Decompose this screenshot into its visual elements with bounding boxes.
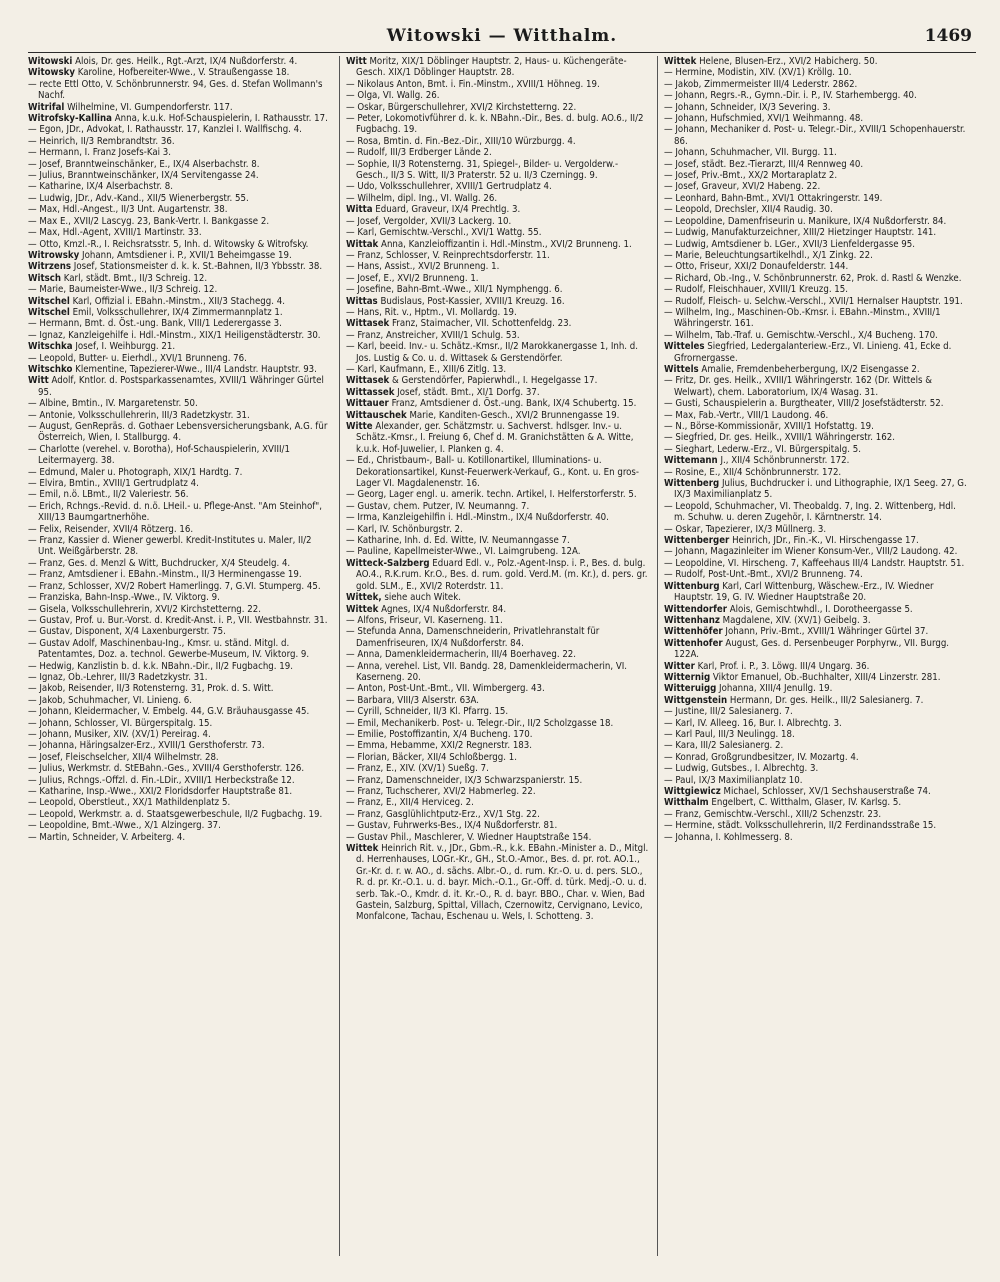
directory-entry: — Emil, n.ö. LBmt., II/2 Valeriestr. 56.	[28, 489, 189, 501]
directory-entry: — Irma, Kanzleigehilfin i. Hdl.-Minstm., IX/4 Nußdorferstr. 40.	[346, 512, 609, 524]
directory-entry: — Josef, Vergolder, XVII/3 Lackerg. 10.	[346, 215, 512, 227]
directory-entry: — Jakob, Reisender, II/3 Rotensterng. 31, Prok. d. S. Witt.	[28, 683, 274, 695]
directory-entry: Witteles Siegfried, Ledergalanteriew.-Erz., VI. Linieng. 41, Ecke d. Gfrornergasse.	[664, 341, 952, 364]
directory-entry: — Franz, Gasglühlichtputz-Erz., XV/1 Stg. 22.	[346, 808, 540, 820]
directory-entry: — Rudolf, Fleischhauer, XVIII/1 Kreuzg. 15.	[664, 284, 849, 296]
directory-entry: — Josef, Branntweinschänker, E., IX/4 Alserbachstr. 8.	[28, 158, 260, 170]
directory-entry: — Edmund, Maler u. Photograph, XIX/1 Hardtg. 7.	[28, 466, 243, 478]
directory-entry: — Richard, Ob.-Ing., V. Schönbrunnerstr. 62, Prok. d. Rastl & Wenzke.	[664, 272, 962, 284]
directory-entry: — Paul, IX/3 Maximilianplatz 10.	[664, 774, 803, 786]
entry-surname: Witteruigg	[664, 683, 717, 695]
entry-surname: Wittenberger	[664, 535, 730, 547]
directory-entry: — Rudolf, Fleisch- u. Selchw.-Verschl., XVII/1 Hernalser Hauptstr. 191.	[664, 295, 963, 307]
directory-entry: Wittenhofer August, Ges. d. Persenbeuger Porphyrw., VII. Burgg. 122A.	[664, 637, 950, 661]
directory-entry: Witt Adolf, Kntlor. d. Postsparkassenamtes, XVIII/1 Währinger Gürtel 95.	[28, 375, 324, 398]
directory-entry: — Heinrich, II/3 Rembrandtstr. 36.	[28, 135, 175, 147]
directory-entry: — Leopold, Oberstleut., XX/1 Mathildenplatz 5.	[28, 797, 231, 809]
directory-entry: Witrzens Josef, Stationsmeister d. k. k. St.-Bahnen, II/3 Ybbsstr. 38.	[28, 261, 323, 273]
directory-entry: — Emil, Mechanikerb. Post- u. Telegr.-Dir., II/2 Scholzgasse 18.	[346, 717, 614, 729]
directory-entry: — Franz, Ges. d. Menzl & Witt, Buchdrucker, X/4 Steudelg. 4.	[28, 557, 291, 569]
directory-entry: — Ludwig, JDr., Adv.-Kand., XII/5 Wienerbergstr. 55.	[28, 192, 249, 204]
column-right	[664, 56, 968, 1256]
directory-entry: — Franz, Schlosser, XV/2 Robert Hamerlingg. 7, G.VI. Stumperg. 45.	[28, 580, 321, 592]
column-middle	[346, 56, 650, 1256]
page-header	[28, 22, 976, 53]
directory-entry: — Marie, Beleuchtungsartikelhdl., X/1 Zinkg. 22.	[664, 249, 873, 261]
directory-entry: — Rudolf, III/3 Erdberger Lände 2.	[346, 147, 492, 159]
directory-entry: — Julius, Branntweinschänker, IX/4 Servitengasse 24.	[28, 170, 259, 182]
entry-surname: Witowsky	[28, 67, 76, 79]
entry-surname: Witt	[28, 375, 49, 387]
entry-surname: Wittek	[346, 843, 379, 855]
directory-entry: Wittek Heinrich Rit. v., JDr., Gbm.-R., k.k. EBahn.-Minister a. D., Mitgl. d. Herrenhauses, LOGr.-Kr., GH., St.O.-Amor., Bes. d. pr. rot. AO.1., Gr.-Kr. d. r. w. AO., d. sächs. Albr.-O., d. rum. Kr.-O. u. d. pers. SLO., R. d. pr. Kr.-O.1. u. d. bayr. Mich.-O.1., Gr.-Off. d. türk. Medj.-O. u. d. serb. Tak.-O., Kmdr. d. it. Kr.-O., R. d. bayr. BBO., Char. v. Wien, Bad Gastein, Salzburg, Spittal, Villach, Czernowitz, Cervignano, Levico, Monfalcone, Tachau, Eschenau u. Wels, I. Schotteng. 3.	[346, 843, 649, 923]
directory-entry: — Rudolf, Post-Unt.-Bmt., XVI/2 Brunneng. 74.	[664, 569, 863, 581]
directory-entry: — Pauline, Kapellmeister-Wwe., VI. Laimgrubeng. 12A.	[346, 546, 581, 558]
directory-entry: — Wilhelm, Ing., Maschinen-Ob.-Kmsr. i. EBahn.-Minstm., XVIII/1 Währingerstr. 161.	[664, 306, 941, 330]
directory-entry: — Gustav, Disponent, X/4 Laxenburgerstr. 75.	[28, 626, 226, 638]
directory-entry: — Fritz, Dr. ges. Heilk., XVIII/1 Währingerstr. 162 (Dr. Wittels & Welwart), chem. Laboratorium, IX/4 Wasag. 31.	[664, 375, 932, 398]
directory-entry: — Hermann, Bmt. d. Öst.-ung. Bank, VIII/1 Lederergasse 3.	[28, 318, 282, 330]
directory-entry: — Julius, Rchngs.-Offzl. d. Fin.-LDir., XVIII/1 Herbeckstraße 12.	[28, 774, 295, 786]
directory-entry: — Ignaz, Kanzleigehilfe i. Hdl.-Minstm., XIX/1 Heiligenstädterstr. 30.	[28, 329, 321, 341]
directory-entry: Witschka Josef, I. Weihburgg. 21.	[28, 341, 176, 353]
directory-entry: — Ignaz, Ob.-Lehrer, III/3 Radetzkystr. 31.	[28, 671, 208, 683]
entry-surname: Wittek	[346, 603, 379, 615]
directory-entry: — Johann, Schlosser, VI. Bürgerspitalg. 15.	[28, 717, 213, 729]
column-divider	[339, 56, 340, 1256]
entry-surname: Wittenberg	[664, 478, 720, 490]
directory-entry: — N., Börse-Kommissionär, XVIII/1 Hofstattg. 19.	[664, 421, 874, 432]
directory-entry: — Franz, Gemischtw.-Verschl., XIII/2 Schenzstr. 23.	[664, 808, 882, 820]
directory-entry: — Franziska, Bahn-Insp.-Wwe., IV. Viktorg. 9.	[28, 592, 220, 604]
directory-entry: — Hermann, I. Franz Josefs-Kai 3.	[28, 147, 171, 159]
entry-surname: Witte	[346, 421, 373, 432]
directory-entry: — Leonhard, Bahn-Bmt., XVI/1 Ottakringerstr. 149.	[664, 192, 883, 204]
directory-entry: — Hermine, Modistin, XIV. (XV/1) Kröllg. 10.	[664, 67, 852, 79]
directory-entry: Witowski Alois, Dr. ges. Heilk., Rgt.-Arzt, IX/4 Nußdorferstr. 4.	[28, 56, 298, 67]
entry-surname: Witta	[346, 204, 373, 216]
entry-surname: Witrofsky-Kallina	[28, 113, 112, 125]
directory-entry: — Rosa, Bmtin. d. Fin.-Bez.-Dir., XIII/10 Würzburgg. 4.	[346, 135, 576, 147]
directory-entry: — Johann, Magazinleiter im Wiener Konsum-Ver., VIII/2 Laudong. 42.	[664, 546, 958, 558]
directory-entry: Witsch Karl, städt. Bmt., II/3 Schreig. 12.	[28, 272, 208, 284]
directory-entry: Wittenhöfer Johann, Priv.-Bmt., XVIII/1 Währinger Gürtel 37.	[664, 626, 929, 638]
directory-entry: — Hermine, städt. Volksschullehrerin, II/2 Ferdinandsstraße 15.	[664, 820, 937, 832]
directory-entry: — Karl, Kaufmann, E., XIII/6 Zitlg. 13.	[346, 363, 507, 375]
entry-surname: Witt	[346, 56, 367, 67]
directory-entry: Witschko Klementine, Tapezierer-Wwe., III/4 Landstr. Hauptstr. 93.	[28, 363, 317, 375]
directory-entry: — Barbara, VIII/3 Alserstr. 63A.	[346, 694, 480, 706]
directory-entry: — Stefunda Anna, Damenschneiderin, Privatlehranstalt für Damenfriseuren, IX/4 Nußdorferstr. 84.	[346, 626, 600, 649]
directory-entry: — Ludwig, Amtsdiener b. LGer., XVII/3 Lienfeldergasse 95.	[664, 238, 915, 250]
directory-entry: — Franz, Kassier d. Wiener gewerbl. Kredit-Institutes u. Maler, II/2 Unt. Weißgärberstr. 28.	[28, 535, 312, 558]
directory-entry: — Karl, IV. Schönburgstr. 2.	[346, 523, 463, 535]
directory-entry: — Josef, städt. Bez.-Tierarzt, III/4 Rennweg 40.	[664, 158, 864, 170]
directory-entry: — Oskar, Bürgerschullehrer, XVI/2 Kirchstetterng. 22.	[346, 101, 577, 113]
directory-entry: Witschel Karl, Offizial i. EBahn.-Minstm., XII/3 Stachegg. 4.	[28, 295, 285, 307]
directory-entry: — Johann, Musiker, XIV. (XV/1) Pereirag. 4.	[28, 728, 211, 740]
directory-entry: — August, GenRepräs. d. Gothaer Lebensversicherungsbank, A.G. für Österreich, Wien, I. Stallburgg. 4.	[28, 421, 328, 444]
directory-entry: — Gustav, Prof. u. Bur.-Vorst. d. Kredit-Anst. i. P., VII. Westbahnstr. 31.	[28, 614, 328, 626]
directory-entry: — Ed., Christbaum-, Ball- u. Kotillonartikel, Illuminations- u. Dekorationsartikel, Kunst-Feuerwerk-Verkauf, G., Kont. u. En gros-Lager VI. Magdalenenstr. 16.	[346, 455, 640, 490]
directory-entry: — Hans, Assist., XVI/2 Brunneng. 1.	[346, 261, 500, 273]
directory-entry: — Gustav Phil., Maschlerer, V. Wiedner Hauptstraße 154.	[346, 831, 592, 843]
directory-entry: Wittassek Josef, städt. Bmt., XI/1 Dorfg. 37.	[346, 386, 540, 398]
directory-entry: — Georg, Lager engl. u. amerik. techn. Artikel, I. Helferstorferstr. 5.	[346, 489, 637, 501]
entry-surname: Witschka	[28, 341, 73, 353]
directory-entry: — Johann, Schuhmacher, VII. Burgg. 11.	[664, 147, 837, 159]
directory-entry: — Johanna, I. Kohlmesserg. 8.	[664, 831, 793, 843]
directory-entry: Witteruigg Johanna, XIII/4 Jenullg. 19.	[664, 683, 833, 695]
entry-surname: Wittasek	[346, 318, 390, 330]
entry-surname: Wittgenstein	[664, 694, 728, 706]
entry-surname: Wittenhofer	[664, 637, 723, 649]
directory-entry: Wittasek & Gerstendörfer, Papierwhdl., I. Hegelgasse 17.	[346, 375, 598, 387]
entry-surname: Wittgiewicz	[664, 786, 721, 797]
directory-entry: — Otto, Friseur, XXI/2 Donaufelderstr. 144.	[664, 261, 849, 273]
directory-entry: Wittauschek Marie, Kanditen-Gesch., XVI/2 Brunnengasse 19.	[346, 409, 620, 421]
directory-entry: Wittasek Franz, Staimacher, VII. Schottenfeldg. 23.	[346, 318, 572, 330]
directory-entry: — Katharine, Insp.-Wwe., XXI/2 Floridsdorfer Hauptstraße 81.	[28, 786, 293, 797]
directory-entry: — Leopoldine, Bmt.-Wwe., X/1 Alzingerg. 37.	[28, 820, 221, 832]
entry-surname: Wittassek	[346, 386, 395, 398]
directory-entry: — Max E., XVII/2 Lascyg. 23, Bank-Vertr. I. Bankgasse 2.	[28, 215, 270, 227]
directory-entry: — Otto, Kmzl.-R., I. Reichsratsstr. 5, Inh. d. Witowsky & Witrofsky.	[28, 238, 309, 250]
entry-surname: Witrifal	[28, 101, 65, 113]
column-left	[28, 56, 332, 1256]
directory-entry: — Anna, verehel. List, VII. Bandg. 28, Damenkleidermacherin, VI. Kaserneng. 20.	[346, 660, 628, 683]
directory-entry: — Martin, Schneider, V. Arbeiterg. 4.	[28, 831, 186, 843]
directory-entry: — Hedwig, Kanzlistin b. d. k.k. NBahn.-Dir., II/2 Fugbachg. 19.	[28, 660, 293, 672]
directory-entry: — Florian, Bäcker, XII/4 Schloßbergg. 1.	[346, 751, 517, 763]
directory-entry: — Anton, Post-Unt.-Bmt., VII. Wimbergerg. 43.	[346, 683, 545, 695]
directory-entry: Wittenhanz Magdalene, XIV. (XV/1) Geibelg. 3.	[664, 614, 871, 626]
directory-entry: Wittek Helene, Blusen-Erz., XVI/2 Habicherg. 50.	[664, 56, 878, 67]
entry-surname: Witschko	[28, 363, 73, 375]
directory-entry: — Rosine, E., XII/4 Schönbrunnerstr. 172.	[664, 466, 842, 478]
directory-entry: — Marie, Baumeister-Wwe., II/3 Schreig. 12.	[28, 284, 218, 296]
directory-entry: — Josef, Fleischselcher, XII/4 Wilhelmstr. 28.	[28, 751, 219, 763]
entry-surname: Wittenhöfer	[664, 626, 723, 638]
directory-entry: — Ludwig, Manufakturzeichner, XIII/2 Hietzinger Hauptstr. 141.	[664, 227, 937, 239]
directory-entry: — Josefine, Bahn-Bmt.-Wwe., XII/1 Nymphengg. 6.	[346, 284, 563, 296]
directory-entry: Wittak Anna, Kanzleioffizantin i. Hdl.-Minstm., XVI/2 Brunneng. 1.	[346, 238, 632, 250]
entry-surname: Wittenburg	[664, 580, 720, 592]
entry-surname: Witternig	[664, 671, 711, 683]
directory-entry: — Johann, Hufschmied, XVI/1 Weihmanng. 48.	[664, 113, 864, 125]
entry-surname: Wittek,	[346, 592, 382, 604]
entry-surname: Wittasek	[346, 375, 390, 387]
directory-entry: Wittenberg Julius, Buchdrucker i. und Lithographie, IX/1 Seeg. 27, G. IX/3 Maximilianplatz 5.	[664, 478, 967, 501]
running-head: Witowski — Witthalm.	[386, 26, 618, 46]
directory-entry: — Wilhelm, dipl. Ing., VI. Wallg. 26.	[346, 192, 498, 204]
directory-entry: Witternig Viktor Emanuel, Ob.-Buchhalter, XIII/4 Linzerstr. 281.	[664, 671, 941, 683]
directory-entry: — Max, Hdl.-Agent, XVIII/1 Martinstr. 33.	[28, 227, 202, 239]
directory-entry: Wittendorfer Alois, Gemischtwhdl., I. Dorotheergasse 5.	[664, 603, 913, 615]
directory-entry: — Franz, Schlosser, V. Reinprechtsdorferstr. 11.	[346, 249, 550, 261]
directory-entry: — Sophie, II/3 Rotensterng. 31, Spiegel-, Bilder- u. Vergolderw.-Gesch., II/3 S. Witt, II/3 Praterstr. 52 u. II/3 Czerningg. 9.	[346, 158, 619, 182]
directory-entry: — Sieghart, Lederw.-Erz., VI. Bürgerspitalg. 5.	[664, 443, 861, 455]
directory-entry: Witrowsky Johann, Amtsdiener i. P., XVII/1 Beheimgasse 19.	[28, 249, 292, 261]
directory-entry: Wittenburg Karl, Carl Wittenburg, Wäschew.-Erz., IV. Wiedner Hauptstr. 19, G. IV. Wiedner Hauptstraße 20.	[664, 580, 934, 604]
directory-entry: — Gustav, Fuhrwerks-Bes., IX/4 Nußdorferstr. 81.	[346, 820, 558, 832]
directory-entry: Witthalm Engelbert, C. Witthalm, Glaser, IV. Karlsg. 5.	[664, 797, 902, 809]
directory-entry: — Johann, Kleidermacher, V. Embelg. 44, G.V. Bräuhausgasse 45.	[28, 706, 310, 718]
directory-entry: Witta Eduard, Graveur, IX/4 Prechtlg. 3.	[346, 204, 521, 216]
directory-entry: — Gisela, Volksschullehrerin, XVI/2 Kirchstetterng. 22.	[28, 603, 261, 615]
directory-entry: — Julius, Werkmstr. d. StEBahn.-Ges., XVIII/4 Gersthoferstr. 126.	[28, 763, 305, 775]
entry-surname: Wittels	[664, 363, 699, 375]
directory-entry: — Hans, Rit. v., Hptm., VI. Mollardg. 19.	[346, 306, 517, 318]
directory-entry: — recte Ettl Otto, V. Schönbrunnerstr. 94, Ges. d. Stefan Wollmann's Nachf.	[28, 78, 323, 102]
directory-entry: — Leopold, Schuhmacher, VI. Theobaldg. 7, Ing. 2. Wittenberg, Hdl. m. Schuhw. u. deren Zugehör, I. Kärntnerstr. 14.	[664, 500, 956, 524]
directory-entry: — Oskar, Tapezierer, IX/3 Müllnerg. 3.	[664, 523, 827, 535]
directory-entry: Wittgiewicz Michael, Schlosser, XV/1 Sechshauserstraße 74.	[664, 786, 931, 797]
directory-entry: — Ludwig, Gutsbes., I. Albrechtg. 3.	[664, 763, 819, 775]
directory-entry: Witschel Emil, Volksschullehrer, IX/4 Zimmermannplatz 1.	[28, 306, 283, 318]
directory-entry: Witowsky Karoline, Hofbereiter-Wwe., V. Straußengasse 18.	[28, 67, 290, 79]
entry-surname: Wittek	[664, 56, 697, 67]
entry-surname: Witschel	[28, 295, 70, 307]
entry-surname: Wittak	[346, 238, 379, 250]
directory-entry: — Antonie, Volksschullehrerin, III/3 Radetzkystr. 31.	[28, 409, 250, 421]
directory-entry: — Karl, Gemischtw.-Verschl., XVI/1 Wattg. 55.	[346, 227, 542, 239]
directory-entry: — Karl Paul, III/3 Neulingg. 18.	[664, 728, 795, 740]
directory-entry: — Elvira, Bmtin., XVIII/1 Gertrudplatz 4.	[28, 478, 199, 490]
entry-surname: Witsch	[28, 272, 62, 284]
directory-entry: — Justine, III/2 Salesianerg. 7.	[664, 706, 793, 718]
entry-surname: Wittendorfer	[664, 603, 727, 615]
directory-entry: — Erich, Rchngs.-Revid. d. n.ö. LHeil.- u. Pflege-Anst. "Am Steinhof", XIII/13 Baumgartnerhöhe.	[28, 500, 322, 524]
directory-entry: — Leopold, Drechsler, XII/4 Raudig. 30.	[664, 204, 833, 216]
directory-entry: Wittemann J., XII/4 Schönbrunnerstr. 172.	[664, 455, 850, 467]
directory-entry: Wittels Amalie, Fremdenbeherbergung, IX/2 Eisengasse 2.	[664, 363, 920, 375]
entry-surname: Witteck-Salzberg	[346, 557, 430, 569]
directory-entry: Wittgenstein Hermann, Dr. ges. Heilk., III/2 Salesianerg. 7.	[664, 694, 924, 706]
directory-entry: — Karl, IV. Alleeg. 16, Bur. I. Albrechtg. 3.	[664, 717, 842, 729]
entry-surname: Wittenhanz	[664, 614, 720, 626]
directory-entry: — Franz, Amtsdiener i. EBahn.-Minstm., II/3 Herminengasse 19.	[28, 569, 302, 581]
directory-entry: Witt Moritz, XIX/1 Döblinger Hauptstr. 2, Haus- u. Küchengeräte-Gesch. XIX/1 Döblinger Hauptstr. 28.	[346, 56, 627, 79]
entry-surname: Witthalm	[664, 797, 709, 809]
directory-entry: — Udo, Volksschullehrer, XVIII/1 Gertrudplatz 4.	[346, 181, 552, 193]
directory-entry: — Josef, Graveur, XVI/2 Habeng. 22.	[664, 181, 821, 193]
directory-entry: — Franz, E., XIV. (XV/1) Sueßg. 7.	[346, 763, 489, 775]
directory-entry: — Johanna, Häringsalzer-Erz., XVIII/1 Gersthoferstr. 73.	[28, 740, 265, 752]
directory-entry: Witte Alexander, ger. Schätzmstr. u. Sachverst. hdlsger. Inv.- u. Schätz.-Kmsr., I. Freiung 6, Chef d. M. Granichstätten & A. Witte, k.u.k. Hof-Juwelier, I. Planken g. 4.	[346, 421, 634, 455]
directory-entry: — Egon, JDr., Advokat, I. Rathausstr. 17, Kanzlei I. Wallfischg. 4.	[28, 124, 302, 136]
directory-entry: — Jakob, Schuhmacher, VI. Linieng. 6.	[28, 694, 192, 706]
directory-entry: — Max, Fab.-Vertr., VIII/1 Laudong. 46.	[664, 409, 829, 421]
directory-entry: — Olga, VI. Wallg. 26.	[346, 90, 440, 102]
directory-entry: — Peter, Lokomotivführer d. k. k. NBahn.-Dir., Bes. d. bulg. AO.6., II/2 Fugbachg. 19.	[346, 113, 644, 136]
directory-entry: — Gustav, chem. Putzer, IV. Neumanng. 7.	[346, 500, 530, 512]
directory-entry: — Jakob, Zimmermeister III/4 Lederstr. 2862.	[664, 78, 858, 90]
directory-entry: — Emma, Hebamme, XXI/2 Regnerstr. 183.	[346, 740, 533, 752]
directory-entry: — Gustav Adolf, Maschinenbau-Ing., Kmsr. u. ständ. Mitgl. d. Patentamtes, Doz. a. technol. Gewerbe-Museum, IV. Viktorg. 9.	[28, 637, 310, 661]
directory-entry: Witter Karl, Prof. i. P., 3. Löwg. III/4 Ungarg. 36.	[664, 660, 870, 672]
directory-entry: — Max, Hdl.-Angest., II/3 Unt. Augartenstr. 38.	[28, 204, 228, 216]
directory-entry: — Alfons, Friseur, VI. Kaserneng. 11.	[346, 614, 503, 626]
directory-entry: — Anna, Damenkleidermacherin, III/4 Boerhaveg. 22.	[346, 649, 577, 661]
entry-surname: Witter	[664, 660, 695, 672]
directory-entry: Witrofsky-Kallina Anna, k.u.k. Hof-Schauspielerin, I. Rathausstr. 17.	[28, 113, 328, 125]
directory-entry: — Franz, Tuchscherer, XVI/2 Habmerleg. 22.	[346, 786, 536, 797]
directory-entry: — Katharine, IX/4 Alserbachstr. 8.	[28, 181, 173, 193]
entry-surname: Wittemann	[664, 455, 718, 467]
entry-surname: Wittauschek	[346, 409, 407, 421]
directory-entry: — Franz, Damenschneider, IX/3 Schwarzspanierstr. 15.	[346, 774, 583, 786]
directory-entry: — Leopoldine, VI. Hirscheng. 7, Kaffeehaus III/4 Landstr. Hauptstr. 51.	[664, 557, 965, 569]
directory-entry: — Katharine, Inh. d. Ed. Witte, IV. Neumanngasse 7.	[346, 535, 570, 547]
entry-surname: Witteles	[664, 341, 705, 353]
directory-page	[28, 22, 976, 1262]
directory-entry: — Josef, E., XVI/2 Brunneng. 1.	[346, 272, 479, 284]
directory-entry: Wittauer Franz, Amtsdiener d. Öst.-ung. Bank, IX/4 Schubertg. 15.	[346, 398, 637, 410]
directory-entry: — Emilie, Postoffizantin, X/4 Bucheng. 170.	[346, 728, 533, 740]
entry-surname: Wittas	[346, 295, 378, 307]
directory-entry: — Franz, E., XII/4 Herviceg. 2.	[346, 797, 474, 809]
directory-entry: Wittek, siehe auch Witek.	[346, 592, 461, 604]
page-number: 1469	[924, 26, 972, 46]
entry-surname: Witrzens	[28, 261, 72, 273]
entry-surname: Witowski	[28, 56, 73, 67]
directory-entry: — Josef, Priv.-Bmt., XX/2 Mortaraplatz 2.	[664, 170, 838, 182]
directory-entry: — Nikolaus Anton, Bmt. i. Fin.-Minstm., XVIII/1 Höhneg. 19.	[346, 78, 600, 90]
directory-columns	[28, 56, 976, 1256]
directory-entry: Witrifal Wilhelmine, VI. Gumpendorferstr. 117.	[28, 101, 233, 113]
directory-entry: Wittenberger Heinrich, JDr., Fin.-K., VI. Hirschengasse 17.	[664, 535, 919, 547]
directory-entry: — Johann, Schneider, IX/3 Severing. 3.	[664, 101, 831, 113]
directory-entry: — Johann, Regrs.-R., Gymn.-Dir. i. P., IV. Starhembergg. 40.	[664, 90, 917, 102]
directory-entry: — Konrad, Großgrundbesitzer, IV. Mozartg. 4.	[664, 751, 859, 763]
directory-entry: — Johann, Mechaniker d. Post- u. Telegr.-Dir., XVIII/1 Schopenhauerstr. 86.	[664, 124, 966, 147]
entry-surname: Witrowsky	[28, 249, 80, 261]
directory-entry: — Leopold, Butter- u. Eierhdl., XVI/1 Brunneng. 76.	[28, 352, 247, 364]
directory-entry: — Franz, Anstreicher, XVIII/1 Schulg. 53.	[346, 329, 520, 341]
directory-entry: Wittas Budislaus, Post-Kassier, XVIII/1 Kreuzg. 16.	[346, 295, 565, 307]
directory-entry: — Gusti, Schauspielerin a. Burgtheater, VIII/2 Josefstädterstr. 52.	[664, 398, 944, 410]
directory-entry: — Felix, Reisender, XVII/4 Rötzerg. 16.	[28, 523, 194, 535]
column-divider	[657, 56, 658, 1256]
directory-entry: — Albine, Bmtin., IV. Margaretenstr. 50.	[28, 398, 198, 410]
directory-entry: — Charlotte (verehel. v. Borotha), Hof-Schauspielerin, XVIII/1 Leitermayerg. 38.	[28, 443, 290, 467]
directory-entry: Wittek Agnes, IX/4 Nußdorferstr. 84.	[346, 603, 507, 615]
entry-surname: Wittauer	[346, 398, 389, 410]
directory-entry: — Siegfried, Dr. ges. Heilk., XVIII/1 Währingerstr. 162.	[664, 432, 895, 444]
directory-entry: Witteck-Salzberg Eduard Edl. v., Polz.-Agent-Insp. i. P., Bes. d. bulg. AO.4., R.K.rum. Kr.O., Bes. d. rum. gold. Verd.M. (m. Kr.), d. pers. gr. gold. SLM., E., XVI/2 Roterdstr. 11.	[346, 557, 648, 592]
directory-entry: — Cyrill, Schneider, II/3 Kl. Pfarrg. 15.	[346, 706, 509, 718]
directory-entry: — Leopold, Werkmstr. a. d. Staatsgewerbeschule, II/2 Fugbachg. 19.	[28, 808, 323, 820]
directory-entry: — Karl, beeid. Inv.- u. Schätz.-Kmsr., II/2 Marokkanergasse 1, Inh. d. Jos. Lustig & Co. u. d. Wittasek & Gerstendörfer.	[346, 341, 639, 364]
directory-entry: — Kara, III/2 Salesianerg. 2.	[664, 740, 784, 752]
directory-entry: — Wilhelm, Tab.-Traf. u. Gemischtw.-Verschl., X/4 Bucheng. 170.	[664, 329, 938, 341]
directory-entry: — Leopoldine, Damenfriseurin u. Manikure, IX/4 Nußdorferstr. 84.	[664, 215, 947, 227]
entry-surname: Witschel	[28, 306, 70, 318]
